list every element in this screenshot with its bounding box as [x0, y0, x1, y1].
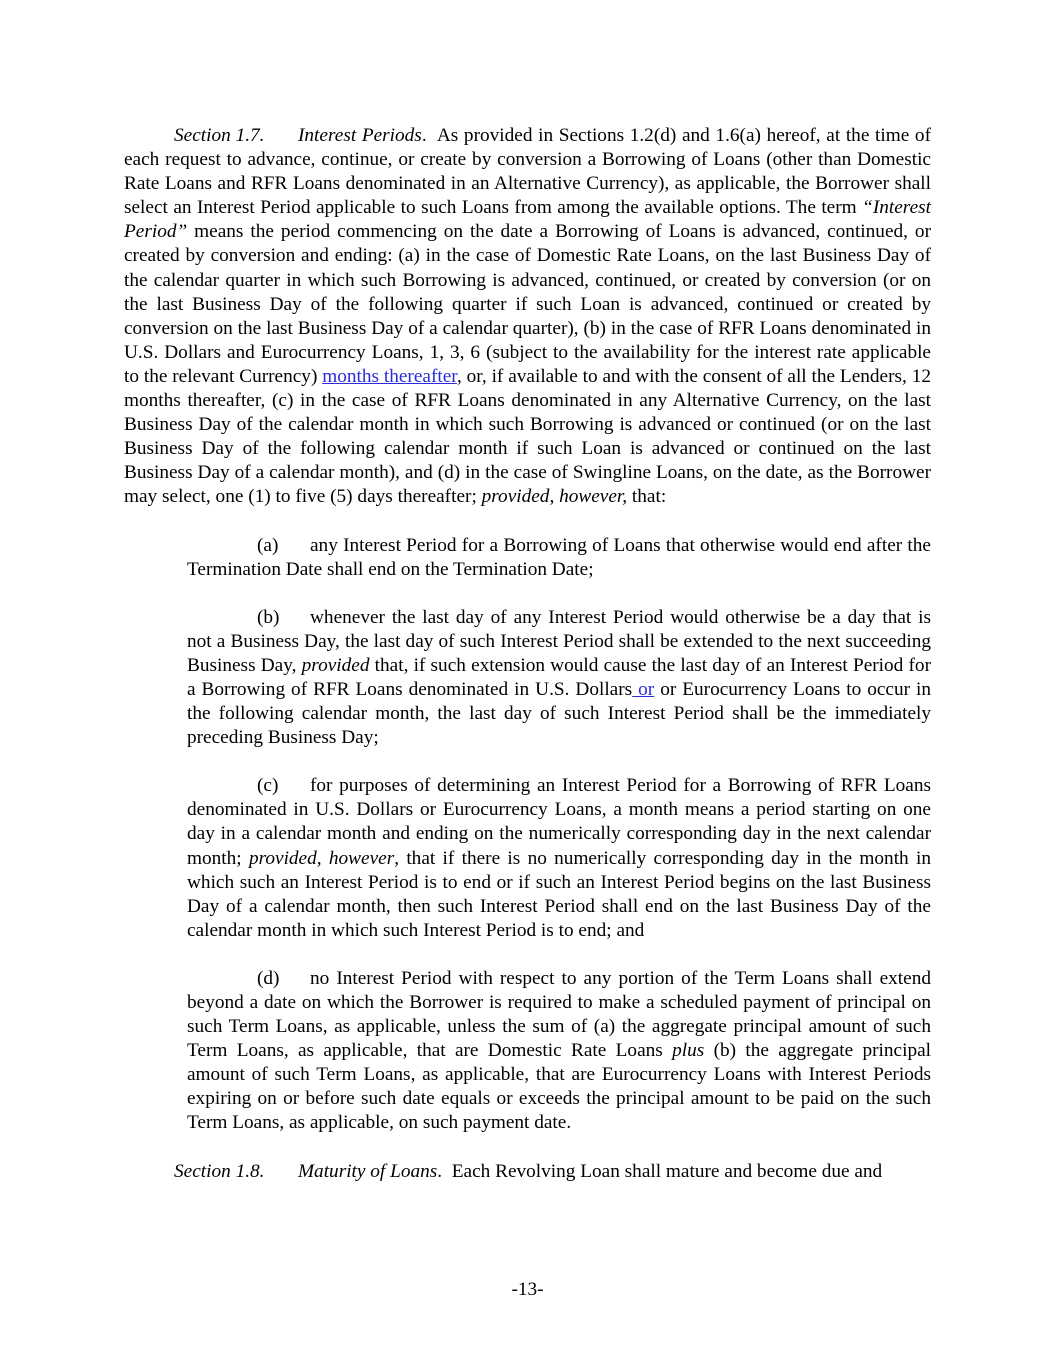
page-number: -13-	[511, 1279, 544, 1300]
clause-c-text-a: for purposes of determining an Interest Period for a Borrowing of RFR Loans denominated in U.S. Dollars or Eurocurrency Loans, a month means a period starting on one day in a calendar month and ending on the numerically corresponding day in the next calendar month;	[187, 775, 931, 869]
clause-c-italic: provided, however	[248, 847, 395, 869]
section-1-7-text-c: , or, if available to and with the consent of all the Lenders, 12 months thereafter, (c) in the case of RFR Loans denominated in any Alternative Currency, on the last Business Day of the calendar month in which such Borrowing is advanced or continued (or on the last Business Day of the following calendar month if such Loan is advanced or continued on the last Business Day of a calendar month), and (d) in the case of Swingline Loans, on the date, as the Borrower may select, one (1) to five (5) days thereafter;	[124, 365, 931, 508]
clause-a-text: any Interest Period for a Borrowing of Loans that otherwise would end after the Termination Date shall end on the Termination Date;	[187, 534, 931, 580]
section-1-7-title: Interest Periods	[298, 125, 422, 146]
defined-term-interest-period: “Interest Period”	[124, 197, 931, 243]
clause-d	[187, 967, 931, 1136]
section-1-7-text-a: As provided in Sections 1.2(d) and 1.6(a) hereof, at the time of each request to advance, continue, or create by conversion a Borrowing of Loans (other than Domestic Rate Loans and RFR Loans denominated in an Alternative Currency), as applicable, the Borrower shall select an Interest Period applicable to such Loans from among the available options. The term	[124, 125, 931, 219]
clause-b-italic: provided	[301, 654, 370, 676]
clause-b	[187, 606, 931, 751]
clause-d-text-b: (b) the aggregate principal amount of such Term Loans, as applicable, that are Eurocurrency Loans with Interest Periods expiring on or before such date equals or exceeds the principal amount to be paid on the such Term Loans, as applicable, on such payment date.	[187, 1040, 932, 1134]
clause-b-text-c: or Eurocurrency Loans to occur in the following calendar month, the last day of such Interest Period shall be the immediately preceding Business Day;	[187, 678, 931, 749]
clause-c-label: (c)	[257, 775, 279, 797]
clause-a	[187, 534, 931, 582]
section-1-8-text: Each Revolving Loan shall mature and become due and	[451, 1160, 883, 1182]
section-1-8-number: Section 1.8.	[174, 1160, 265, 1182]
section-1-7-text-b: means the period commencing on the date a Borrowing of Loans is advanced, continued, or created by conversion and ending: (a) in the case of Domestic Rate Loans, on the last Business Day of the calendar quarter in which such Borrowing is advanced, continued, or created by conversion (or on the last Business Day of the following quarter if such Loan is advanced, continued or created by conversion on the last Business Day of a calendar quarter), (b) in the case of RFR Loans denominated in U.S. Dollars and Eurocurrency Loans, 1, 3, 6 (subject to the availability for the interest rate applicable to the relevant Currency)	[124, 221, 931, 387]
clause-c-text-b: , that if there is no numerically corresponding day in the month in which such an Interest Period is to end or if such an Interest Period begins on the last Business Day of a calendar month, then such Interest Period shall end on the last Business Day of the calendar month in which such Interest Period is to end; and	[187, 847, 931, 941]
clause-b-text-b: that, if such extension would cause the last day of an Interest Period for a Borrowing of RFR Loans denominated in U.S. Dollars	[187, 654, 931, 700]
section-1-7-text-d: that:	[627, 486, 667, 508]
provided-however-italic: provided, however,	[481, 486, 628, 508]
clause-b-text-a: whenever the last day of any Interest Period would otherwise be a day that is not a Business Day, the last day of such Interest Period shall be extended to the next succeeding Business Day,	[187, 606, 931, 676]
section-1-7-paragraph: Section 1.7. Interest Periods. As provided in Sections 1.2(d) and 1.6(a) hereof, at the time of each request to advance, continue, or create by conversion a Borrowing of Loans (other than Domestic Rate Loans and RFR Loans denominated in an Alternative Currency), as applicable, the Borrower shall select an Interest Period applicable to such Loans from among the available options. The term “Interest Period” means the period commencing on the date a Borrowing of Loans is advanced, continued, or created by conversion and ending: (a) in the case of Domestic Rate Loans, on the last Business Day of the calendar quarter in which such Borrowing is advanced, continued, or created by conversion (or on the last Business Day of the following quarter if such Loan is advanced, continued or created by conversion on the last Business Day of a calendar quarter), (b) in the case of RFR Loans denominated in U.S. Dollars and Eurocurrency Loans, 1, 3, 6 (subject to the availability for the interest rate applicable to the relevant Currency) months thereafter, or, if available to and with the consent of all the Lenders, 12 months thereafter, (c) in the case of RFR Loans denominated in any Alternative Currency, on the last Business Day of the calendar month in which such Borrowing is advanced or continued (or on the last Business Day of the following calendar month if such Loan is advanced or continued on the last Business Day of a calendar month), and (d) in the case of Swingline Loans, on the date, as the Borrower may select, one (1) to five (5) days thereafter; provided, however, that:	[124, 125, 931, 508]
clause-d-label: (d)	[257, 967, 280, 989]
section-1-8-paragraph: Section 1.8. Maturity of Loans. Each Revolving Loan shall mature and become due and	[124, 1160, 931, 1184]
months-thereafter-link[interactable]: months thereafter	[322, 365, 457, 387]
clause-d-text-a: no Interest Period with respect to any portion of the Term Loans shall extend beyond a date on which the Borrower is required to make a scheduled payment of principal on such Term Loans, as applicable, unless the sum of (a) the aggregate principal amount of such Term Loans, as applicable, that are Domestic Rate Loans	[187, 967, 931, 1062]
clause-d-italic: plus	[672, 1040, 705, 1062]
document-page	[124, 124, 931, 1184]
clause-b-label: (b)	[257, 606, 280, 628]
section-1-8-title: Maturity of Loans	[298, 1160, 438, 1182]
section-1-7-number: Section 1.7.	[174, 125, 265, 146]
or-link[interactable]: or	[632, 678, 655, 700]
clause-a-label: (a)	[257, 534, 279, 556]
clause-c	[187, 774, 931, 943]
